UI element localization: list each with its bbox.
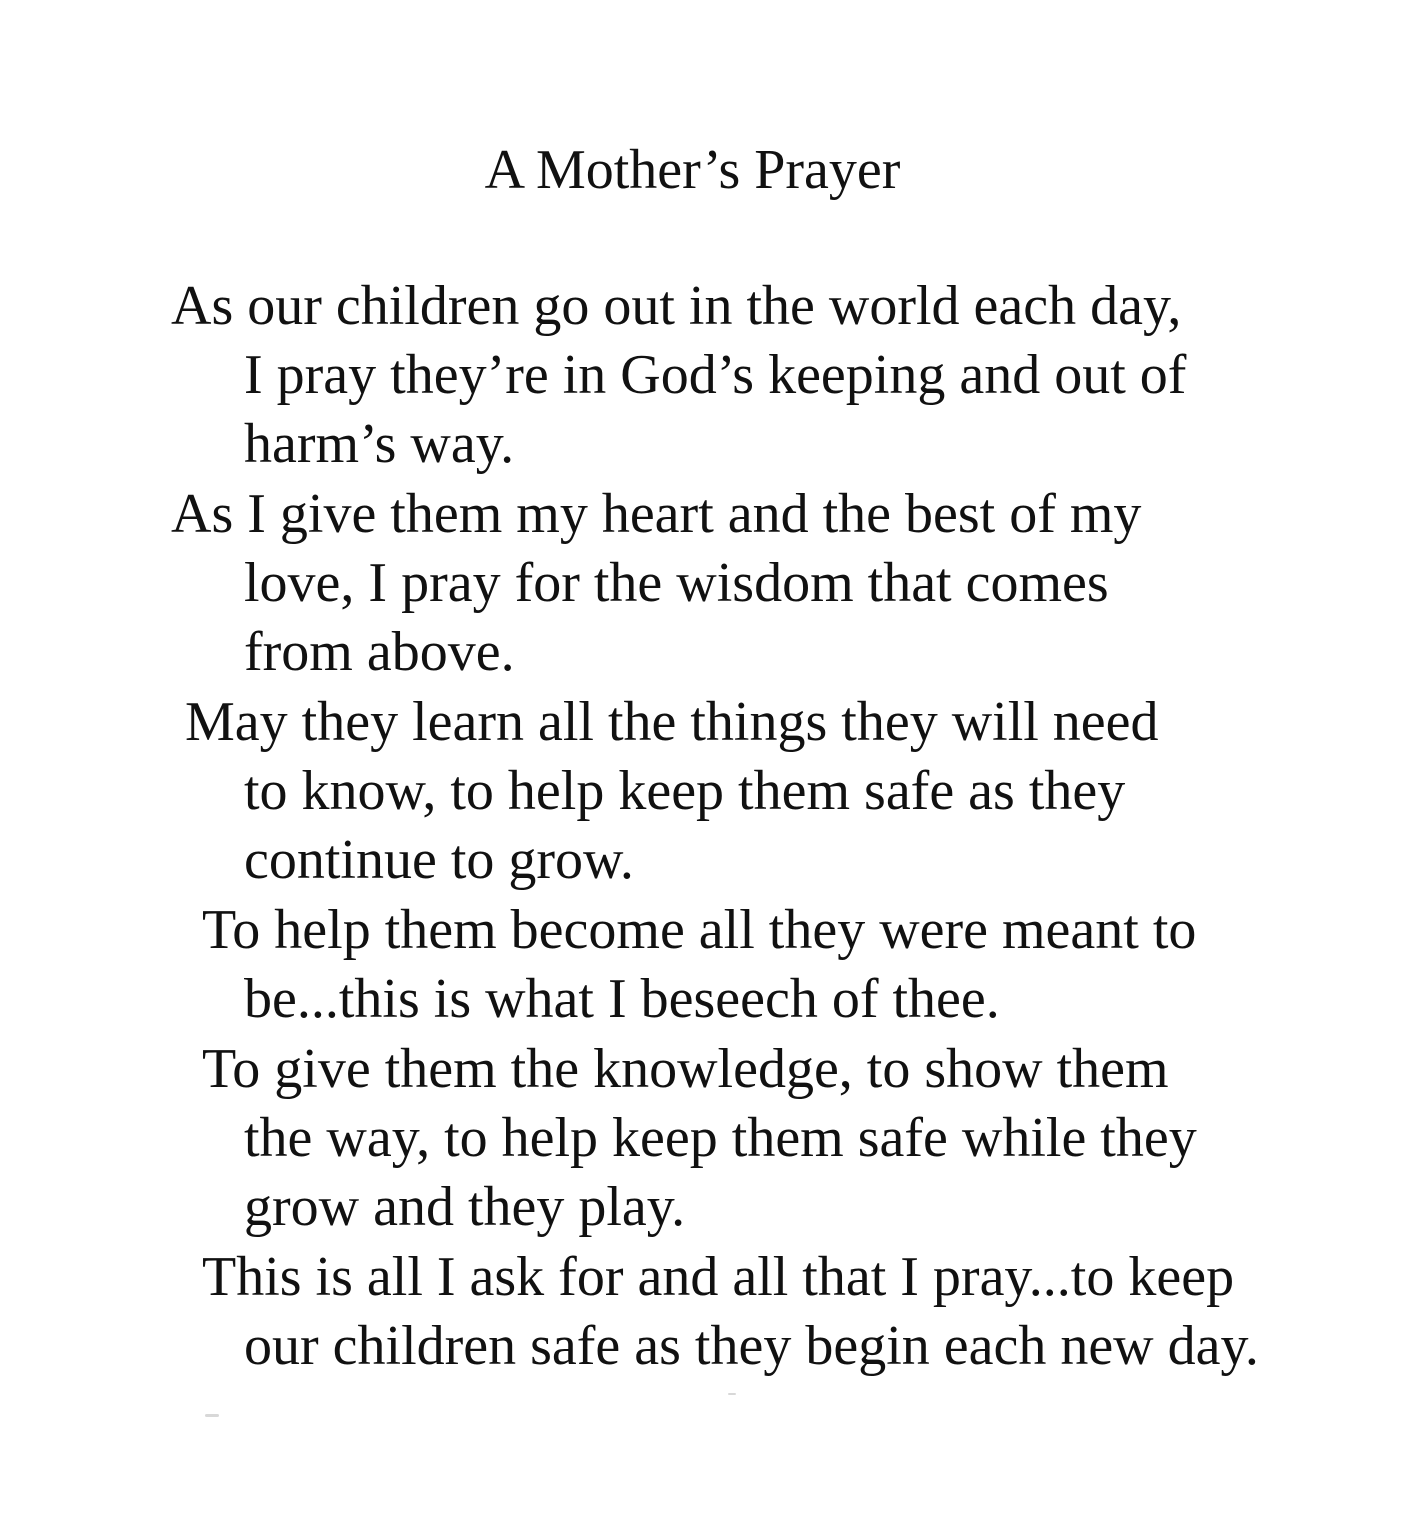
scan-speck: [728, 1393, 736, 1395]
poem-line: To give them the knowledge, to show them: [202, 1038, 1169, 1100]
poem-line: love, I pray for the wisdom that comes: [244, 552, 1109, 614]
poem-line: I pray they’re in God’s keeping and out of: [244, 344, 1187, 406]
poem-line: As our children go out in the world each day,: [171, 275, 1182, 337]
scan-speck: [205, 1414, 219, 1417]
poem-line: harm’s way.: [244, 413, 515, 475]
poem-line: continue to grow.: [244, 829, 634, 891]
poem-line: from above.: [244, 621, 515, 683]
poem-line: to know, to help keep them safe as they: [244, 760, 1126, 822]
poem-line: This is all I ask for and all that I pray...to keep: [202, 1246, 1235, 1308]
poem-line: May they learn all the things they will need: [185, 691, 1159, 753]
poem-line: our children safe as they begin each new day.: [244, 1315, 1259, 1377]
poem-line: As I give them my heart and the best of my: [171, 483, 1142, 545]
poem-line: be...this is what I beseech of thee.: [244, 968, 1000, 1030]
poem-line: the way, to help keep them safe while they: [244, 1107, 1197, 1169]
document-title: A Mother’s Prayer: [484, 139, 901, 201]
poem-line: To help them become all they were meant to: [202, 899, 1197, 961]
poem-line: grow and they play.: [244, 1176, 686, 1238]
